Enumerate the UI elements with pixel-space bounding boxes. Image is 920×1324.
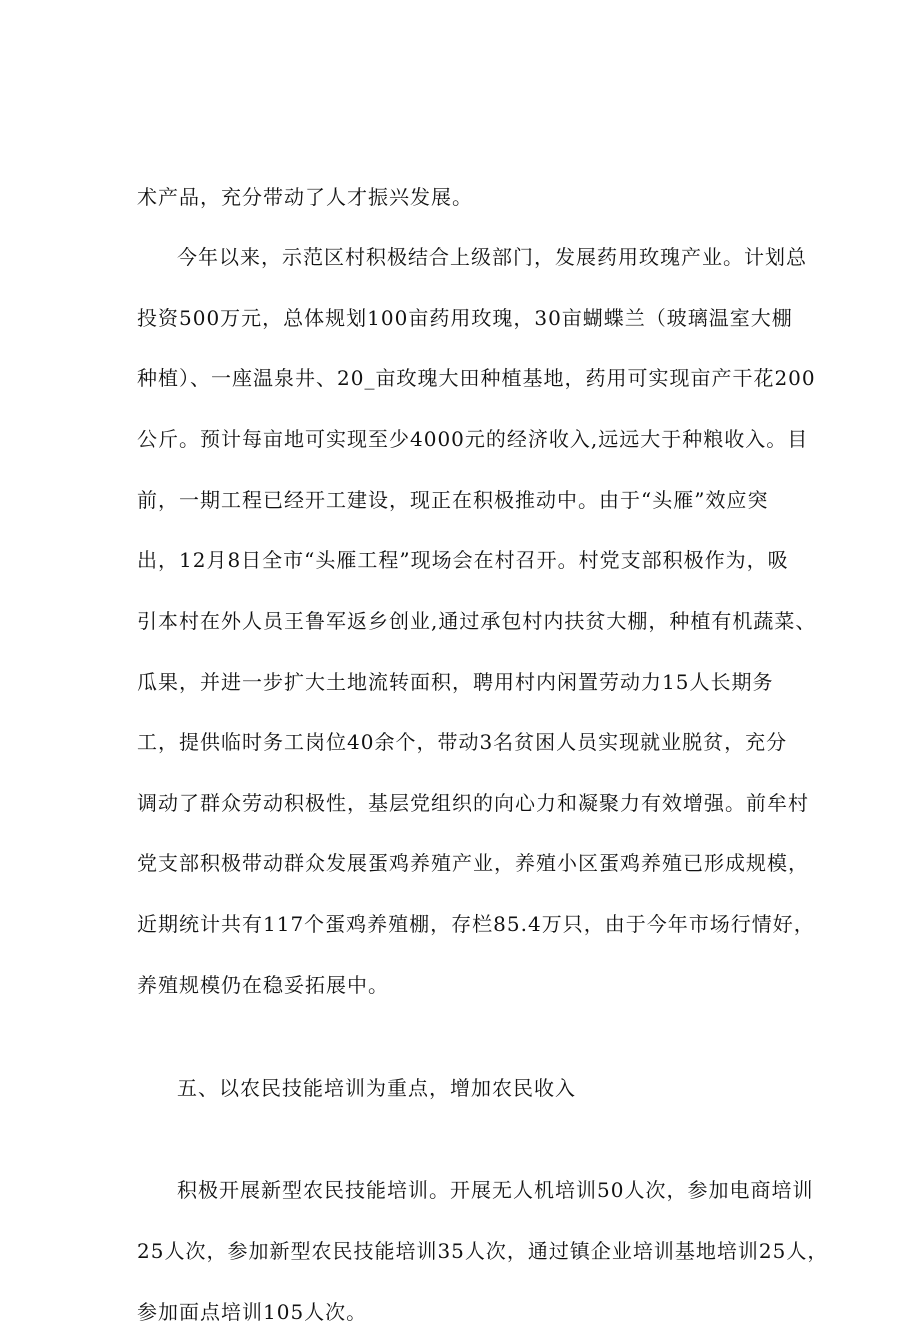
text-line: 术产品，充分带动了人才振兴发展。: [137, 185, 473, 209]
text-line: 25人次，参加新型农民技能培训35人次，通过镇企业培训基地培训25人，: [137, 1239, 829, 1263]
text-line: 调动了群众劳动积极性，基层党组织的向心力和凝聚力有效增强。前牟村: [137, 791, 809, 815]
text-line: 养殖规模仍在稳妥拓展中。: [137, 973, 389, 997]
text-line: 投资500万元，总体规划100亩药用玫瑰，30亩蝴蝶兰（玻璃温室大棚: [137, 306, 793, 330]
text-line: 种植）、一座温泉井、20_亩玫瑰大田种植基地，药用可实现亩产干花200: [137, 366, 816, 390]
text-line: 近期统计共有117个蛋鸡养殖棚，存栏85.4万只，由于今年市场行情好，: [137, 912, 815, 936]
paragraph-first-line: 今年以来，示范区村积极结合上级部门，发展药用玫瑰产业。计划总: [177, 245, 807, 269]
text-line: 引本村在外人员王鲁军返乡创业,通过承包村内扶贫大棚，种植有机蔬菜、: [137, 609, 817, 633]
text-line: 党支部积极带动群众发展蛋鸡养殖产业，养殖小区蛋鸡养殖已形成规模，: [137, 851, 809, 875]
text-line: 前，一期工程已经开工建设，现正在积极推动中。由于“头雁”效应突: [137, 488, 769, 512]
text-line: 工，提供临时务工岗位40余个，带动3名贫困人员实现就业脱贫，充分: [137, 730, 788, 754]
text-line: 参加面点培训105人次。: [137, 1300, 368, 1324]
text-line: 出，12月8日全市“头雁工程”现场会在村召开。村党支部积极作为，吸: [137, 548, 789, 572]
section-heading: 五、以农民技能培训为重点，增加农民收入: [177, 1076, 576, 1100]
text-line: 瓜果，并进一步扩大土地流转面积，聘用村内闲置劳动力15人长期务: [137, 670, 774, 694]
paragraph-first-line: 积极开展新型农民技能培训。开展无人机培训50人次，参加电商培训: [177, 1178, 814, 1202]
text-line: 公斤。预计每亩地可实现至少4000元的经济收入,远远大于种粮收入。目: [137, 427, 809, 451]
